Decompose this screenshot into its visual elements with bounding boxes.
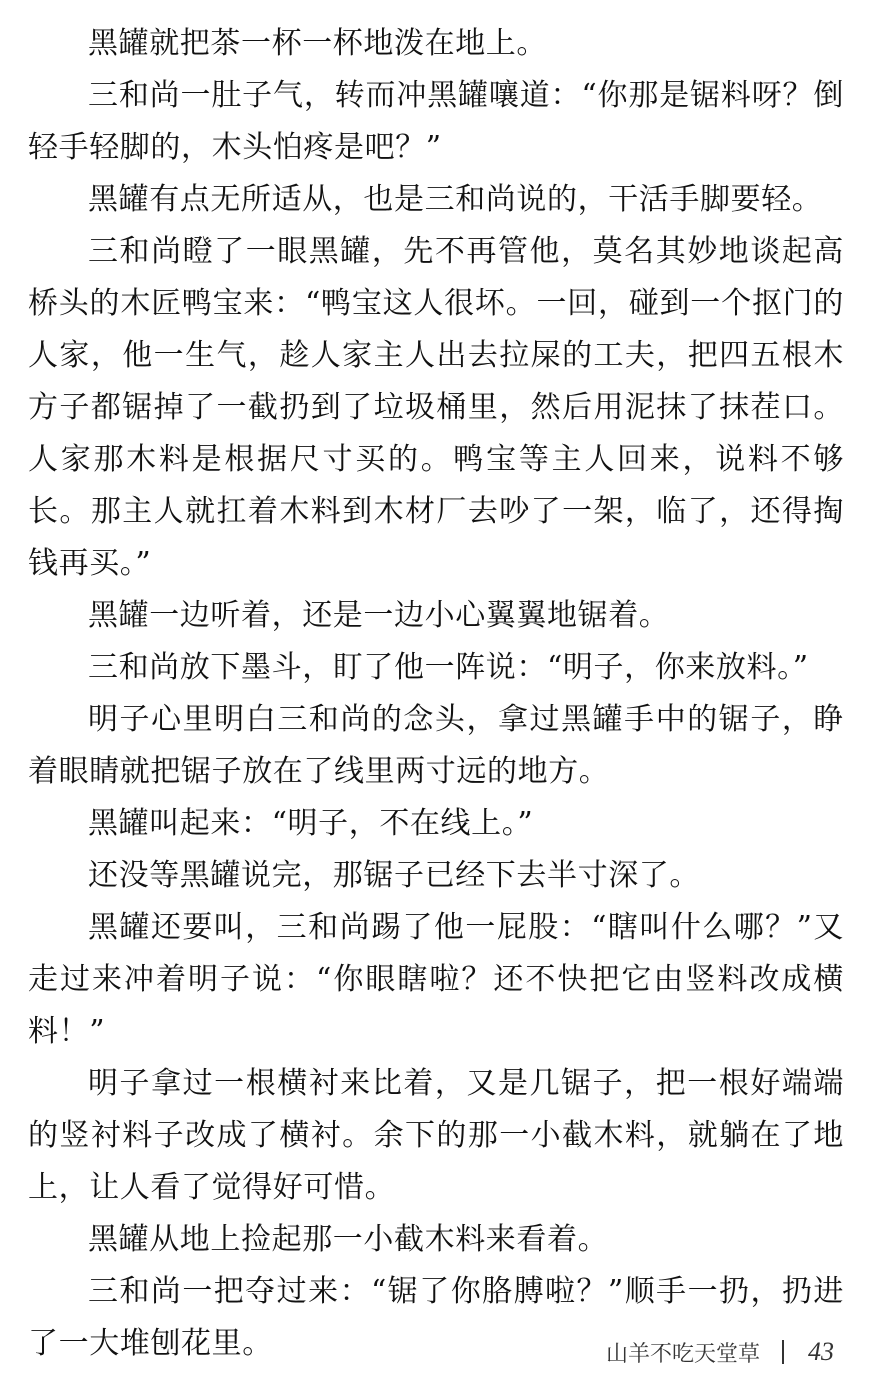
paragraph: 明子心里明白三和尚的念头，拿过黑罐手中的锯子，睁着眼睛就把锯子放在了线里两寸远的地方。 [28, 702, 844, 789]
page-number: 43 [808, 1337, 834, 1366]
paragraph: 黑罐从地上捡起那一小截木料来看着。 [88, 1222, 609, 1257]
footer-divider [782, 1340, 784, 1364]
paragraph: 还没等黑罐说完，那锯子已经下去半寸深了。 [88, 858, 700, 893]
paragraph: 黑罐有点无所适从，也是三和尚说的，干活手脚要轻。 [88, 182, 823, 217]
paragraph: 三和尚瞪了一眼黑罐，先不再管他，莫名其妙地谈起高桥头的木匠鸭宝来：“鸭宝这人很坏。一回，碰到一个抠门的人家，他一生气，趁人家主人出去拉屎的工夫，把四五根木方子都锯掉了一截扔到了垃圾桶里，然后用泥抹了抹茬口。人家那木料是根据尺寸买的。鸭宝等主人回来，说料不够长。那主人就扛着木料到木材厂去吵了一架，临了，还得掏钱再买。” [28, 234, 844, 581]
page-footer [606, 1332, 834, 1372]
paragraph: 黑罐叫起来：“明子，不在线上。” [88, 806, 534, 841]
paragraph: 明子拿过一根横衬来比着，又是几锯子，把一根好端端的竖衬料子改成了横衬。余下的那一小截木料，就躺在了地上，让人看了觉得好可惜。 [28, 1066, 844, 1205]
paragraph: 三和尚放下墨斗，盯了他一阵说：“明子，你来放料。” [88, 650, 809, 685]
body-text [28, 18, 844, 1370]
paragraph: 黑罐还要叫，三和尚踢了他一屁股：“瞎叫什么哪？”又走过来冲着明子说：“你眼瞎啦？还不快把它由竖料改成横料！” [28, 910, 844, 1049]
paragraph: 黑罐就把茶一杯一杯地泼在地上。 [88, 26, 547, 61]
running-title: 山羊不吃天堂草 [605, 1341, 760, 1367]
paragraph: 三和尚一把夺过来：“锯了你胳膊啦？”顺手一扔，扔进了一大堆刨花里。 [28, 1274, 844, 1361]
paragraph: 黑罐一边听着，还是一边小心翼翼地锯着。 [88, 598, 670, 633]
paragraph: 三和尚一肚子气，转而冲黑罐嚷道：“你那是锯料呀？倒轻手轻脚的，木头怕疼是吧？” [28, 78, 844, 165]
